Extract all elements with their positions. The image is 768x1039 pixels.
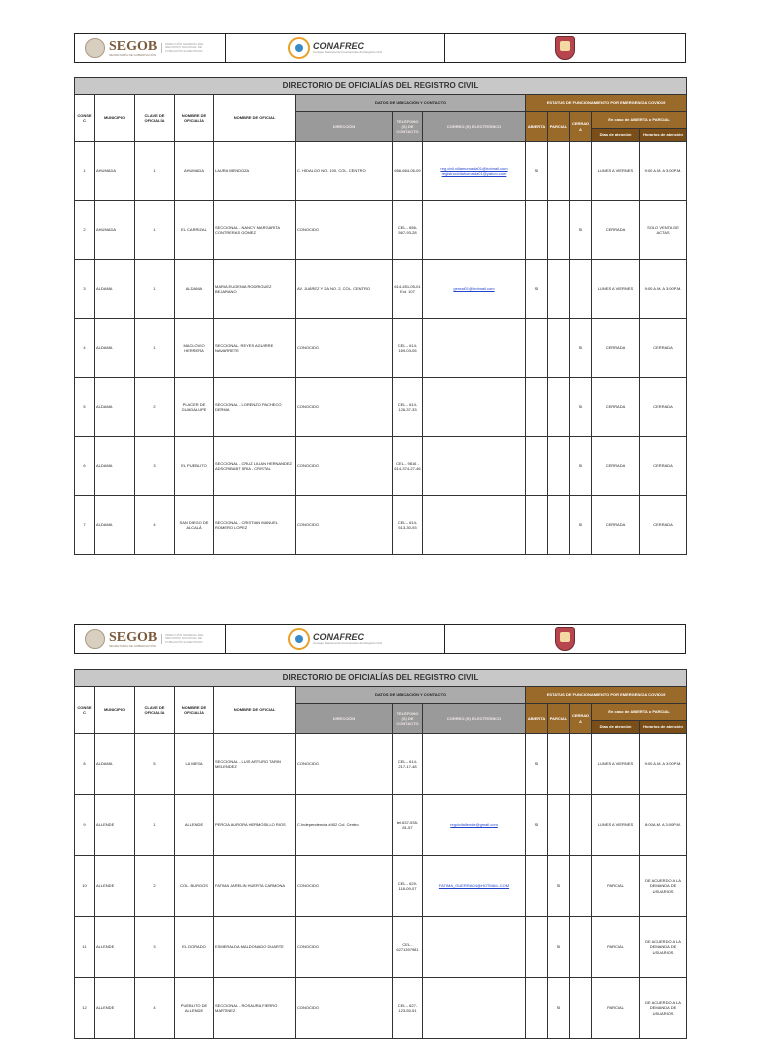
cell-correo bbox=[423, 319, 526, 378]
cell-consec: 10 bbox=[75, 856, 95, 917]
cell-parcial bbox=[548, 378, 570, 437]
cell-cerrada bbox=[570, 917, 592, 978]
cell-consec: 12 bbox=[75, 978, 95, 1039]
cell-consec: 4 bbox=[75, 319, 95, 378]
state-shield-icon bbox=[555, 627, 575, 651]
col-dias: Días de atención bbox=[592, 721, 640, 734]
cell-direccion: CONOCIDO bbox=[296, 978, 393, 1039]
cell-horarios: SOLO VENTA DE ACTAS bbox=[640, 201, 687, 260]
page1-header bbox=[74, 33, 686, 63]
cell-correo[interactable]: regcivilallende@gmail.com bbox=[423, 795, 526, 856]
cell-oficial: PERCIA AURORA HERMOSILLO RIOS bbox=[214, 795, 296, 856]
col-nombre-oficial: NOMBRE DE OFICIAL bbox=[214, 95, 296, 142]
cell-parcial bbox=[548, 734, 570, 795]
cell-municipio: ALLENDE bbox=[95, 856, 135, 917]
page2-header bbox=[74, 624, 686, 654]
cell-dias: PARCIAL bbox=[592, 856, 640, 917]
cell-parcial: SI bbox=[548, 917, 570, 978]
table-title: DIRECTORIO DE OFICIALÍAS DEL REGISTRO CIVIL bbox=[75, 78, 687, 95]
cell-direccion: CONOCIDO bbox=[296, 437, 393, 496]
cell-cerrada bbox=[570, 142, 592, 201]
segob-wordmark: SEGOB bbox=[109, 38, 158, 54]
col-parcial: PARCIAL bbox=[548, 704, 570, 734]
cell-horarios: 8:00A.M. A 3:00P.M. bbox=[640, 795, 687, 856]
cell-oficialia: EL CARRIZAL bbox=[175, 201, 214, 260]
cell-cerrada: SI bbox=[570, 437, 592, 496]
cell-consec: 5 bbox=[75, 378, 95, 437]
col-dias: Días de atención bbox=[592, 129, 640, 142]
cell-cerrada bbox=[570, 260, 592, 319]
cell-oficialia: MACLOVIO HERRERA bbox=[175, 319, 214, 378]
cell-horarios: CERRADA bbox=[640, 496, 687, 555]
cell-direccion: C. HIDALGO NO. 100, COL. CENTRO bbox=[296, 142, 393, 201]
cell-telefono: 614-451-05-01 Ext. 107 bbox=[393, 260, 423, 319]
cell-direccion: C.Independencia #402 Col. Centro bbox=[296, 795, 393, 856]
cell-dias: CERRADA bbox=[592, 378, 640, 437]
cell-parcial bbox=[548, 437, 570, 496]
cell-cerrada: SI bbox=[570, 201, 592, 260]
cell-abierta: SI bbox=[526, 142, 548, 201]
segob-wordmark: SEGOB bbox=[109, 629, 158, 645]
cell-abierta bbox=[526, 437, 548, 496]
cell-horarios: DE ACUERDO A LA DEMANDA DE USUARIOS bbox=[640, 856, 687, 917]
col-correo: CORREO (S) ELECTRÓNICO bbox=[423, 112, 526, 142]
cell-consec: 3 bbox=[75, 260, 95, 319]
cell-clave: 4 bbox=[135, 496, 175, 555]
table-row bbox=[75, 142, 687, 201]
cell-dias: LUNES A VIERNES bbox=[592, 795, 640, 856]
col-en-caso: En caso de ABIERTA o PARCIAL bbox=[592, 704, 687, 721]
cell-dias: CERRADA bbox=[592, 201, 640, 260]
cell-horarios: DE ACUERDO A LA DEMANDA DE USUARIOS bbox=[640, 978, 687, 1039]
cell-municipio: ALDAMA bbox=[95, 496, 135, 555]
cell-clave: 2 bbox=[135, 378, 175, 437]
cell-correo[interactable]: FATIMA_GUERRA04@HOTMAIL.COM bbox=[423, 856, 526, 917]
cell-telefono: CEL.- 6271397981 bbox=[393, 917, 423, 978]
cell-abierta: SI bbox=[526, 734, 548, 795]
cell-abierta bbox=[526, 917, 548, 978]
cell-parcial bbox=[548, 496, 570, 555]
table-row bbox=[75, 437, 687, 496]
cell-abierta bbox=[526, 496, 548, 555]
cell-telefono: CEL.- 656-567-93-28 bbox=[393, 201, 423, 260]
cell-cerrada bbox=[570, 856, 592, 917]
cell-clave: 1 bbox=[135, 260, 175, 319]
cell-abierta bbox=[526, 319, 548, 378]
cell-oficial: SECCIONAL - LUIS ARTURO TARIN MELENDEZ bbox=[214, 734, 296, 795]
cell-oficial: FATIMA JARELIN HUERTA CARMONA bbox=[214, 856, 296, 917]
col-horarios: Horarios de atención bbox=[640, 129, 687, 142]
conafrec-wordmark: CONAFREC bbox=[312, 40, 364, 51]
cell-clave: 1 bbox=[135, 201, 175, 260]
cell-municipio: AHUMADA bbox=[95, 142, 135, 201]
col-cerrada: CERRADA bbox=[570, 112, 592, 142]
directory-table-2 bbox=[74, 669, 687, 1039]
cell-direccion: CONOCIDO bbox=[296, 496, 393, 555]
directory-table-1 bbox=[74, 77, 687, 555]
cell-dias: CERRADA bbox=[592, 496, 640, 555]
col-abierta: ABIERTA bbox=[526, 112, 548, 142]
cell-parcial bbox=[548, 142, 570, 201]
segob-subtitle: SECRETARÍA DE GOBERNACIÓN bbox=[109, 643, 157, 648]
cell-parcial bbox=[548, 795, 570, 856]
cell-municipio: ALDAMA bbox=[95, 378, 135, 437]
cell-dias: LUNES A VIERNES bbox=[592, 260, 640, 319]
cell-consec: 11 bbox=[75, 917, 95, 978]
cell-correo[interactable]: reg.civil.villamumada01@hotmail.com registrocivilahumada01@yahoo.com bbox=[423, 142, 526, 201]
cell-oficial: SECCIONAL - CRISTIAN MANUEL ROMERO LOPEZ bbox=[214, 496, 296, 555]
cell-parcial: SI bbox=[548, 856, 570, 917]
cell-horarios: CERRADA bbox=[640, 378, 687, 437]
cell-telefono: CEL.- 627-123-50-51 bbox=[393, 978, 423, 1039]
cell-abierta bbox=[526, 978, 548, 1039]
state-shield bbox=[445, 625, 685, 653]
table-row bbox=[75, 978, 687, 1039]
cell-correo bbox=[423, 978, 526, 1039]
col-nombre-oficialia: NOMBRE DE OFICIALÍA bbox=[175, 95, 214, 142]
cell-oficial: LAURA MENDOZA bbox=[214, 142, 296, 201]
segob-subtitle: SECRETARÍA DE GOBERNACIÓN bbox=[109, 52, 157, 57]
cell-clave: 1 bbox=[135, 142, 175, 201]
cell-parcial bbox=[548, 260, 570, 319]
cell-telefono: CEL.- 614-513-30-93 bbox=[393, 496, 423, 555]
cell-direccion: AV. JUÁREZ Y 2A NO. 2, COL. CENTRO bbox=[296, 260, 393, 319]
cell-correo bbox=[423, 496, 526, 555]
col-group-estatus: ESTATUS DE FUNCIONAMIENTO POR EMERGENCIA COVID19 bbox=[526, 687, 687, 704]
col-municipio: MUNICIPIO bbox=[95, 687, 135, 734]
cell-horarios: 9:00 A.M. A 3:00P.M. bbox=[640, 260, 687, 319]
table-row bbox=[75, 856, 687, 917]
conafrec-subtitle: Consejo Nacional de Funcionarios del Registro Civil bbox=[312, 49, 383, 54]
cell-cerrada: SI bbox=[570, 496, 592, 555]
cell-oficial: SECCIONAL - ROSAURA FIERRO MARTINEZ bbox=[214, 978, 296, 1039]
table-row bbox=[75, 260, 687, 319]
cell-dias: CERRADA bbox=[592, 437, 640, 496]
cell-oficialia: LA MESA bbox=[175, 734, 214, 795]
cell-oficialia: COL. BURGOS bbox=[175, 856, 214, 917]
cell-correo bbox=[423, 734, 526, 795]
state-shield bbox=[445, 34, 685, 62]
cell-direccion: CONOCIDO bbox=[296, 319, 393, 378]
cell-clave: 2 bbox=[135, 856, 175, 917]
col-nombre-oficialia: NOMBRE DE OFICIALÍA bbox=[175, 687, 214, 734]
table-row bbox=[75, 319, 687, 378]
col-clave: CLAVE DE OFICIALÍA bbox=[135, 95, 175, 142]
cell-horarios: 9:00 A.M. A 3:00P.M. bbox=[640, 142, 687, 201]
cell-consec: 7 bbox=[75, 496, 95, 555]
conafrec-emblem-icon bbox=[288, 628, 310, 650]
cell-direccion: CONOCIDO bbox=[296, 734, 393, 795]
cell-horarios: DE ACUERDO A LA DEMANDA DE USUARIOS bbox=[640, 917, 687, 978]
col-abierta: ABIERTA bbox=[526, 704, 548, 734]
cell-dias: CERRADA bbox=[592, 319, 640, 378]
cell-correo[interactable]: genral01@hotmail.com bbox=[423, 260, 526, 319]
cell-horarios: CERRADA bbox=[640, 319, 687, 378]
cell-direccion: CONOCIDO bbox=[296, 378, 393, 437]
cell-telefono: CEL.- 629-118-09-07 bbox=[393, 856, 423, 917]
cell-oficial: ESMERALDA MALDONADO DUARTE bbox=[214, 917, 296, 978]
cell-telefono: CEL.- 9816 - 614-374-27-46 bbox=[393, 437, 423, 496]
cell-telefono: CEL.- 614-126-37-33 bbox=[393, 378, 423, 437]
cell-correo bbox=[423, 917, 526, 978]
cell-consec: 8 bbox=[75, 734, 95, 795]
cell-telefono: CEL.- 614-217-17-48 bbox=[393, 734, 423, 795]
col-clave: CLAVE DE OFICIALÍA bbox=[135, 687, 175, 734]
conafrec-wordmark: CONAFREC bbox=[312, 631, 364, 642]
table-title: DIRECTORIO DE OFICIALÍAS DEL REGISTRO CIVIL bbox=[75, 670, 687, 687]
cell-clave: 5 bbox=[135, 734, 175, 795]
cell-oficialia: PLACER DE GUADALUPE bbox=[175, 378, 214, 437]
cell-oficialia: PUEBLITO DE ALLENDE bbox=[175, 978, 214, 1039]
cell-dias: PARCIAL bbox=[592, 917, 640, 978]
cell-horarios: 9:00 A.M. A 3:00P.M. bbox=[640, 734, 687, 795]
cell-direccion: CONOCIDO bbox=[296, 917, 393, 978]
col-telefono: TELÉFONO (S) DE CONTACTO bbox=[393, 112, 423, 142]
cell-correo bbox=[423, 201, 526, 260]
cell-clave: 4 bbox=[135, 978, 175, 1039]
cell-direccion: CONOCIDO bbox=[296, 856, 393, 917]
cell-municipio: ALLENDE bbox=[95, 795, 135, 856]
conafrec-emblem-icon bbox=[288, 37, 310, 59]
cell-telefono: 656-664-06-09 bbox=[393, 142, 423, 201]
conafrec-subtitle: Consejo Nacional de Funcionarios del Registro Civil bbox=[312, 640, 383, 645]
cell-municipio: ALLENDE bbox=[95, 978, 135, 1039]
cell-abierta: SI bbox=[526, 260, 548, 319]
cell-parcial bbox=[548, 201, 570, 260]
col-group-estatus: ESTATUS DE FUNCIONAMIENTO POR EMERGENCIA COVID19 bbox=[526, 95, 687, 112]
cell-cerrada bbox=[570, 795, 592, 856]
cell-abierta: SI bbox=[526, 795, 548, 856]
cell-oficialia: ALDAMA bbox=[175, 260, 214, 319]
col-horarios: Horarios de atención bbox=[640, 721, 687, 734]
cell-cerrada: SI bbox=[570, 319, 592, 378]
col-direccion: DIRECCIÓN bbox=[296, 112, 393, 142]
cell-cerrada bbox=[570, 978, 592, 1039]
cell-horarios: CERRADA bbox=[640, 437, 687, 496]
cell-municipio: ALDAMA bbox=[95, 734, 135, 795]
segob-side-text: DIRECCIÓN GENERAL DEL REGISTRO NACIONAL DE POBLACIÓN E IDENTIDAD bbox=[161, 634, 211, 645]
cell-consec: 2 bbox=[75, 201, 95, 260]
cell-clave: 1 bbox=[135, 795, 175, 856]
cell-clave: 3 bbox=[135, 437, 175, 496]
cell-parcial bbox=[548, 319, 570, 378]
table-row bbox=[75, 734, 687, 795]
table-row bbox=[75, 496, 687, 555]
table-row bbox=[75, 795, 687, 856]
segob-seal-icon bbox=[85, 38, 105, 58]
col-municipio: MUNICIPIO bbox=[95, 95, 135, 142]
cell-municipio: ALLENDE bbox=[95, 917, 135, 978]
col-parcial: PARCIAL bbox=[548, 112, 570, 142]
col-en-caso: En caso de ABIERTA o PARCIAL bbox=[592, 112, 687, 129]
cell-consec: 1 bbox=[75, 142, 95, 201]
col-nombre-oficial: NOMBRE DE OFICIAL bbox=[214, 687, 296, 734]
cell-abierta bbox=[526, 378, 548, 437]
table-row bbox=[75, 917, 687, 978]
col-group-datos: DATOS DE UBICACIÓN Y CONTACTO bbox=[296, 95, 526, 112]
cell-oficialia: EL DORADO bbox=[175, 917, 214, 978]
cell-oficial: MARIA EUGENIA RODRIGUEZ BEJARANO bbox=[214, 260, 296, 319]
cell-cerrada bbox=[570, 734, 592, 795]
table-row bbox=[75, 378, 687, 437]
col-consec: CONSEC bbox=[75, 95, 95, 142]
cell-oficial: SECCIONAL - LORENZO PACHECO DERMA bbox=[214, 378, 296, 437]
cell-municipio: ALDAMA bbox=[95, 319, 135, 378]
cell-parcial: SI bbox=[548, 978, 570, 1039]
segob-seal-icon bbox=[85, 629, 105, 649]
conafrec-logo bbox=[226, 625, 445, 653]
cell-dias: PARCIAL bbox=[592, 978, 640, 1039]
cell-telefono: CEL.- 614-169-03-05 bbox=[393, 319, 423, 378]
segob-logo bbox=[75, 625, 226, 653]
cell-clave: 3 bbox=[135, 917, 175, 978]
cell-abierta bbox=[526, 856, 548, 917]
cell-correo bbox=[423, 437, 526, 496]
cell-telefono: tel.637-535-81-57 bbox=[393, 795, 423, 856]
cell-oficial: SECCIONAL - NANCY MARGARITA CONTRERAS GÓMEZ bbox=[214, 201, 296, 260]
cell-oficial: SECCIONAL- REYES AGUIRRE NAVARRETE bbox=[214, 319, 296, 378]
segob-logo bbox=[75, 34, 226, 62]
col-direccion: DIRECCIÓN bbox=[296, 704, 393, 734]
cell-oficialia: EL PUEBLITO bbox=[175, 437, 214, 496]
col-cerrada: CERRADA bbox=[570, 704, 592, 734]
col-group-datos: DATOS DE UBICACIÓN Y CONTACTO bbox=[296, 687, 526, 704]
cell-clave: 1 bbox=[135, 319, 175, 378]
segob-side-text: DIRECCIÓN GENERAL DEL REGISTRO NACIONAL DE POBLACIÓN E IDENTIDAD bbox=[161, 43, 211, 54]
cell-municipio: ALDAMA bbox=[95, 260, 135, 319]
cell-dias: LUNES A VIERNES bbox=[592, 734, 640, 795]
cell-consec: 6 bbox=[75, 437, 95, 496]
cell-oficial: SECCIONAL - CRUZ LILIAN HERNANDEZ ADSCRIBABT SRIA - CRISTAL bbox=[214, 437, 296, 496]
cell-municipio: ALDAMA bbox=[95, 437, 135, 496]
cell-correo bbox=[423, 378, 526, 437]
cell-oficialia: ALLENDE bbox=[175, 795, 214, 856]
cell-abierta bbox=[526, 201, 548, 260]
col-correo: CORREO (S) ELECTRÓNICO bbox=[423, 704, 526, 734]
cell-direccion: CONOCIDO bbox=[296, 201, 393, 260]
cell-oficialia: SAN DIEGO DE ALCALÁ bbox=[175, 496, 214, 555]
col-consec: CONSEC bbox=[75, 687, 95, 734]
table-row bbox=[75, 201, 687, 260]
cell-cerrada: SI bbox=[570, 378, 592, 437]
conafrec-logo bbox=[226, 34, 445, 62]
state-shield-icon bbox=[555, 36, 575, 60]
cell-consec: 9 bbox=[75, 795, 95, 856]
col-telefono: TELÉFONO (S) DE CONTACTO bbox=[393, 704, 423, 734]
cell-dias: LUNES A VIERNES bbox=[592, 142, 640, 201]
cell-oficialia: AHUMADA bbox=[175, 142, 214, 201]
cell-municipio: AHUMADA bbox=[95, 201, 135, 260]
